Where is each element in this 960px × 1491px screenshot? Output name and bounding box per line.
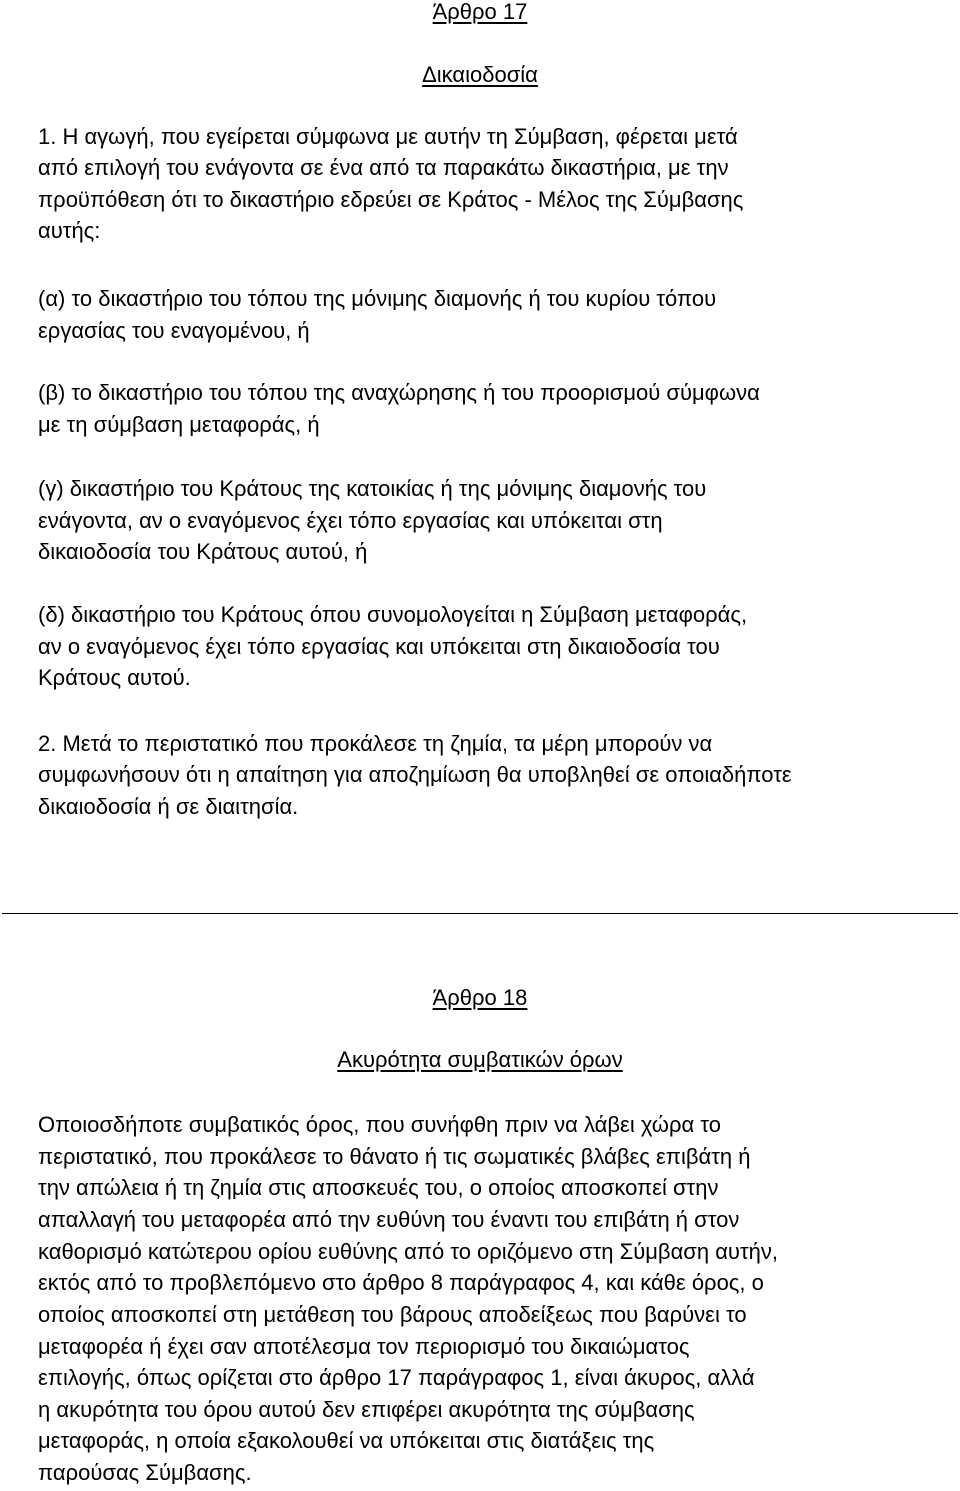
text-line: επιλογής, όπως ορίζεται στο άρθρο 17 παράγραφος 1, είναι άκυρος, αλλά	[38, 1365, 755, 1390]
text-line: μεταφοράς, η οποία εξακολουθεί να υπόκειται στις διατάξεις της	[38, 1428, 655, 1453]
text-line: οποίος αποσκοπεί στη μετάθεση του βάρους αποδείξεως που βαρύνει το	[38, 1302, 747, 1327]
text-line: παρούσας Σύμβασης.	[38, 1460, 252, 1485]
article-17-number: Άρθρο 17	[432, 0, 528, 24]
text-line: αυτής:	[38, 218, 101, 243]
text-line: 1. Η αγωγή, που εγείρεται σύμφωνα με αυτήν τη Σύμβαση, φέρεται μετά	[38, 124, 738, 149]
text-line: εργασίας του εναγομένου, ή	[38, 318, 310, 343]
text-line: (α) το δικαστήριο του τόπου της μόνιμης διαμονής ή του κυρίου τόπου	[38, 286, 717, 311]
article-18-number: Άρθρο 18	[432, 985, 528, 1010]
article-18-title: Ακυρότητα συμβατικών όρων	[337, 1047, 623, 1072]
text-line: συμφωνήσουν ότι η απαίτηση για αποζημίωση θα υποβληθεί σε οποιαδήποτε	[38, 762, 792, 787]
text-line: δικαιοδοσία ή σε διαιτησία.	[38, 794, 299, 819]
text-line: προϋπόθεση ότι το δικαστήριο εδρεύει σε Κράτος - Μέλος της Σύμβασης	[38, 187, 744, 212]
text-line: αν ο εναγόμενος έχει τόπο εργασίας και υπόκειται στη δικαιοδοσία του	[38, 634, 720, 659]
text-line: (δ) δικαστήριο του Κράτους όπου συνομολογείται η Σύμβαση μεταφοράς,	[38, 602, 748, 627]
text-line: απαλλαγή του μεταφορέα από την ευθύνη του έναντι του επιβάτη ή στον	[38, 1207, 740, 1232]
text-line: μεταφορέα ή έχει σαν αποτέλεσμα τον περιορισμό του δικαιώματος	[38, 1334, 690, 1359]
text-line: την απώλεια ή τη ζημία στις αποσκευές του, ο οποίος αποσκοπεί στην	[38, 1175, 719, 1200]
text-line: καθορισμό κατώτερου ορίου ευθύνης από το οριζόμενο στη Σύμβαση αυτήν,	[38, 1239, 778, 1264]
text-line: με τη σύμβαση μεταφοράς, ή	[38, 412, 320, 437]
text-line: (γ) δικαστήριο του Κράτους της κατοικίας ή της μόνιμης διαμονής του	[38, 476, 707, 501]
text-line: περιστατικό, που προκάλεσε το θάνατο ή τις σωματικές βλάβες επιβάτη ή	[38, 1144, 751, 1169]
text-line: η ακυρότητα του όρου αυτού δεν επιφέρει ακυρότητα της σύμβασης	[38, 1397, 695, 1422]
text-line: από επιλογή του ενάγοντα σε ένα από τα παρακάτω δικαστήρια, με την	[38, 155, 729, 180]
text-line: εκτός από το προβλεπόμενο στο άρθρο 8 παράγραφος 4, και κάθε όρος, ο	[38, 1270, 764, 1295]
text-line: Οποιοσδήποτε συμβατικός όρος, που συνήφθη πριν να λάβει χώρα το	[38, 1112, 721, 1137]
text-line: Κράτους αυτού.	[38, 665, 191, 690]
horizontal-divider	[2, 913, 958, 914]
article-17-title: Δικαιοδοσία	[422, 62, 538, 87]
text-line: δικαιοδοσία του Κράτους αυτού, ή	[38, 539, 368, 564]
text-line: 2. Μετά το περιστατικό που προκάλεσε τη ζημία, τα μέρη μπορούν να	[38, 731, 713, 756]
text-line: (β) το δικαστήριο του τόπου της αναχώρησης ή του προορισμού σύμφωνα	[38, 380, 760, 405]
text-line: ενάγοντα, αν ο εναγόμενος έχει τόπο εργασίας και υπόκειται στη	[38, 508, 663, 533]
